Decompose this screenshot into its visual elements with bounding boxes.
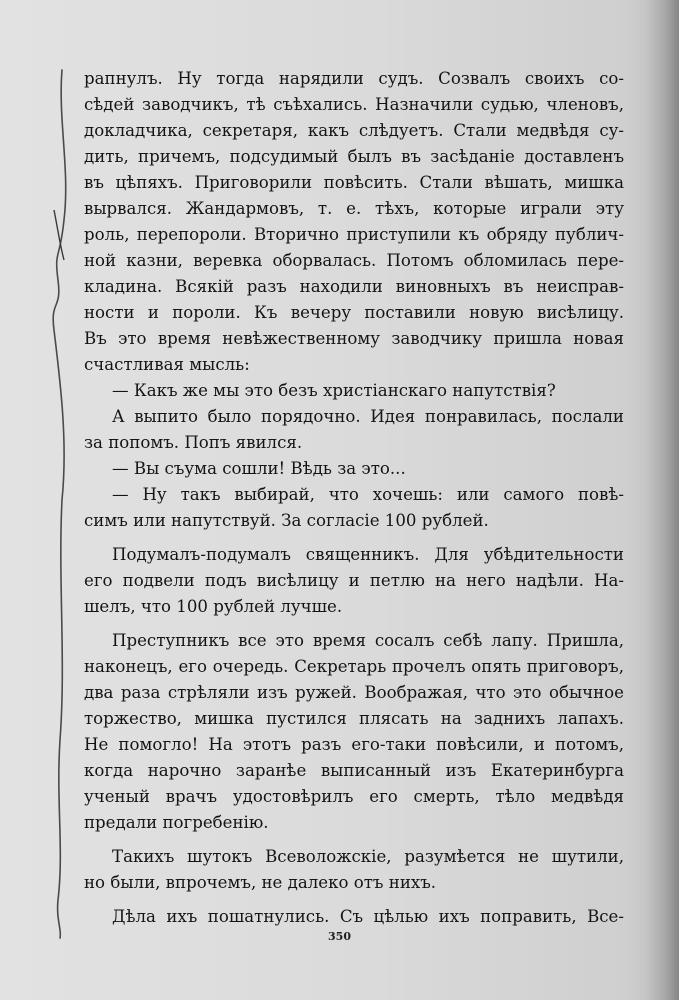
text-line: Дѣла ихъ пошатнулись. Съ цѣлью ихъ поправить, Все- [112, 907, 624, 926]
text-line: за попомъ. Попъ явился. [84, 433, 303, 452]
text-line: рапнулъ. Ну тогда нарядили судъ. Созвалъ своихъ со- [84, 69, 624, 88]
text-line: Такихъ шутокъ Всеволожскіе, разумѣется не шутили, [112, 847, 624, 866]
text-line: его подвели подъ висѣлицу и петлю на него надѣли. На- [84, 571, 624, 590]
text-line: вырвался. Жандармовъ, т. е. тѣхъ, которые играли эту [84, 199, 624, 218]
text-line: Въ это время невѣжественному заводчику пришла новая [84, 329, 624, 348]
text-line: сѣдей заводчикъ, тѣ съѣхались. Назначили судью, членовъ, [84, 95, 624, 114]
text-line: Преступникъ все это время сосалъ себѣ лапу. Пришла, [112, 631, 624, 650]
text-line: докладчика, секретаря, какъ слѣдуетъ. Стали медвѣдя су- [84, 121, 624, 140]
page-edge-shadow [645, 0, 679, 1000]
text-line: предали погребенію. [84, 813, 269, 832]
text-line: торжество, мишка пустился плясать на заднихъ лапахъ. [84, 709, 624, 728]
page-number: 350 [328, 930, 351, 943]
text-line: А выпито было порядочно. Идея понравилась, послали [112, 407, 624, 426]
text-line: но были, впрочемъ, не далеко отъ нихъ. [84, 873, 437, 892]
text-line: Не помогло! На этотъ разъ его-таки повѣсили, и потомъ, [84, 735, 624, 754]
text-block [84, 66, 624, 930]
text-line: ной казни, веревка оборвалась. Потомъ обломилась пере- [84, 251, 624, 270]
text-line: два раза стрѣляли изъ ружей. Воображая, что это обычное [84, 683, 624, 702]
text-line: шелъ, что 100 рублей лучше. [84, 597, 343, 616]
text-line: ности и пороли. Къ вечеру поставили новую висѣлицу. [84, 303, 624, 322]
text-line: когда нарочно заранѣе выписанный изъ Екатеринбурга [84, 761, 624, 780]
text-line: Подумалъ-подумалъ священникъ. Для убѣдительности [112, 545, 624, 564]
margin-pencil-mark [40, 60, 76, 940]
text-line: въ цѣпяхъ. Приговорили повѣсить. Стали вѣшать, мишка [84, 173, 624, 192]
text-line: роль, перепороли. Вторично приступили къ обряду публич- [84, 225, 624, 244]
text-line: ученый врачъ удостовѣрилъ его смерть, тѣло медвѣдя [84, 787, 624, 806]
text-line: счастливая мысль: [84, 355, 250, 374]
text-line: — Какъ же мы это безъ христіанскаго напутствія? [112, 381, 556, 400]
text-line: дить, причемъ, подсудимый былъ въ засѣданіе доставленъ [84, 147, 624, 166]
text-line: симъ или напутствуй. За согласіе 100 рублей. [84, 511, 489, 530]
text-line: наконецъ, его очередь. Секретарь прочелъ опять приговоръ, [84, 657, 624, 676]
text-line: кладина. Всякій разъ находили виновныхъ въ неисправ- [84, 277, 624, 296]
text-line: — Вы съума сошли! Вѣдь за это... [112, 459, 406, 478]
text-line: — Ну такъ выбирай, что хочешь: или самого повѣ- [112, 485, 624, 504]
